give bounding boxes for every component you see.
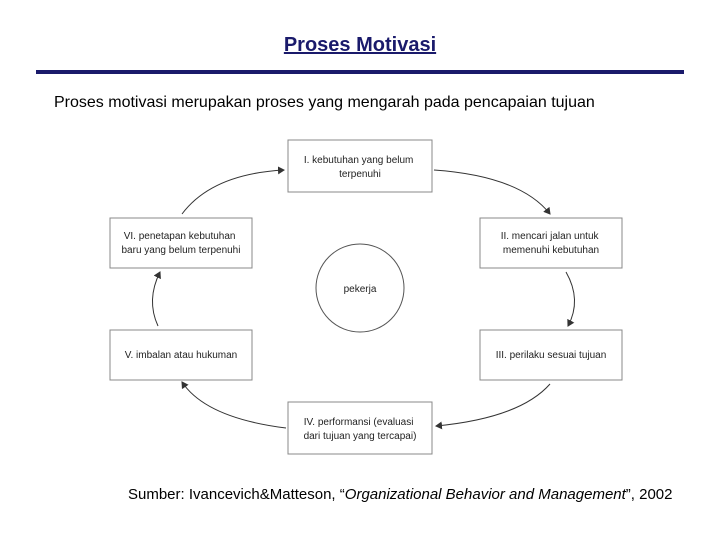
source-citation — [128, 486, 673, 503]
arrow-2-to-3 — [566, 272, 575, 326]
stage-6-label: VI. penetapan kebutuhan baru yang belum terpenuhi — [121, 231, 241, 256]
stage-4-label: IV. performansi (evaluasi dari tujuan yang tercapai) — [303, 417, 417, 442]
stage-6-box — [110, 218, 252, 268]
arrow-6-to-1 — [182, 170, 284, 214]
arrow-5-to-6 — [152, 272, 160, 326]
arrow-4-to-5 — [182, 382, 286, 428]
stage-2-label: II. mencari jalan untuk memenuhi kebutuhan — [500, 231, 600, 256]
stage-5-label: V. imbalan atau hukuman — [124, 350, 238, 361]
source-open-quote: “ — [335, 486, 345, 503]
page-title: Proses Motivasi — [283, 34, 437, 56]
center-label: pekerja — [343, 284, 377, 295]
source-suffix: ”, 2002 — [625, 486, 673, 503]
arrow-3-to-4 — [436, 384, 550, 426]
stage-2-box — [480, 218, 622, 268]
stage-4-box — [288, 402, 432, 454]
subtitle-text: Proses motivasi merupakan proses yang mengarah pada pencapaian tujuan — [54, 94, 595, 111]
arrow-1-to-2 — [434, 170, 550, 214]
stage-1-box — [288, 140, 432, 192]
source-prefix: Sumber: Ivancevich&Matteson, — [128, 486, 336, 503]
stage-3-label: III. perilaku sesuai tujuan — [495, 350, 607, 361]
source-book-title: Organizational Behavior and Management — [344, 486, 626, 503]
stage-1-label: I. kebutuhan yang belum terpenuhi — [303, 155, 414, 180]
